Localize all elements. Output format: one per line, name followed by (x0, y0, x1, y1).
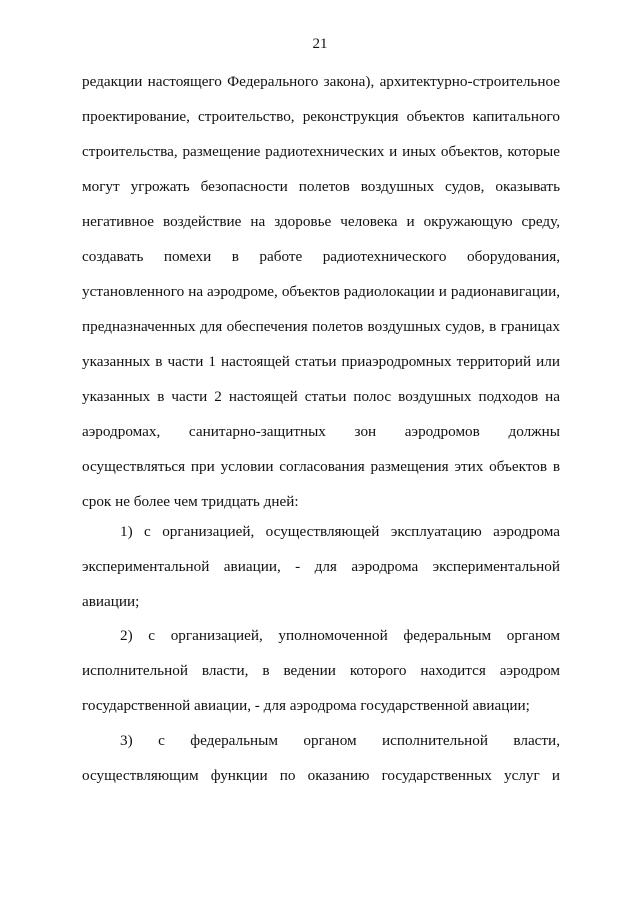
list-item-1 (82, 522, 560, 627)
text-line: проектирование, строительство, реконструкция объектов капитального (82, 108, 560, 125)
list-item-2 (82, 626, 560, 731)
text-line: предназначенных для обеспечения полетов воздушных судов, в границах (82, 318, 560, 335)
text-line: создавать помехи в работе радиотехнического оборудования, (82, 248, 560, 265)
text-line: исполнительной власти, в ведении которого находится аэродром (82, 662, 560, 679)
text-line: государственной авиации, - для аэродрома государственной авиации; (82, 697, 530, 714)
text-line: указанных в части 2 настоящей статьи полос воздушных подходов на (82, 388, 560, 405)
text-line: срок не более чем тридцать дней: (82, 493, 299, 510)
text-line: установленного на аэродроме, объектов радиолокации и радионавигации, (82, 283, 560, 300)
text-line: авиации; (82, 593, 140, 610)
text-line: 3) с федеральным органом исполнительной власти, (120, 732, 560, 749)
paragraph-main (82, 72, 560, 527)
text-line: осуществляться при условии согласования размещения этих объектов в (82, 458, 560, 475)
text-line: аэродромах, санитарно-защитных зон аэродромов должны (82, 423, 560, 440)
text-line: 1) с организацией, осуществляющей эксплуатацию аэродрома (120, 523, 560, 540)
text-line: осуществляющим функции по оказанию государственных услуг и (82, 767, 560, 784)
text-line: указанных в части 1 настоящей статьи приаэродромных территорий или (82, 353, 560, 370)
page-number: 21 (312, 36, 328, 52)
text-line: 2) с организацией, уполномоченной федеральным органом (120, 627, 560, 644)
text-line: редакции настоящего Федерального закона), архитектурно-строительное (82, 73, 560, 90)
text-line: экспериментальной авиации, - для аэродрома экспериментальной (82, 558, 560, 575)
text-line: негативное воздействие на здоровье человека и окружающую среду, (82, 213, 560, 230)
list-item-3 (82, 731, 560, 801)
text-line: могут угрожать безопасности полетов воздушных судов, оказывать (82, 178, 560, 195)
text-line: строительства, размещение радиотехнических и иных объектов, которые (82, 143, 560, 160)
